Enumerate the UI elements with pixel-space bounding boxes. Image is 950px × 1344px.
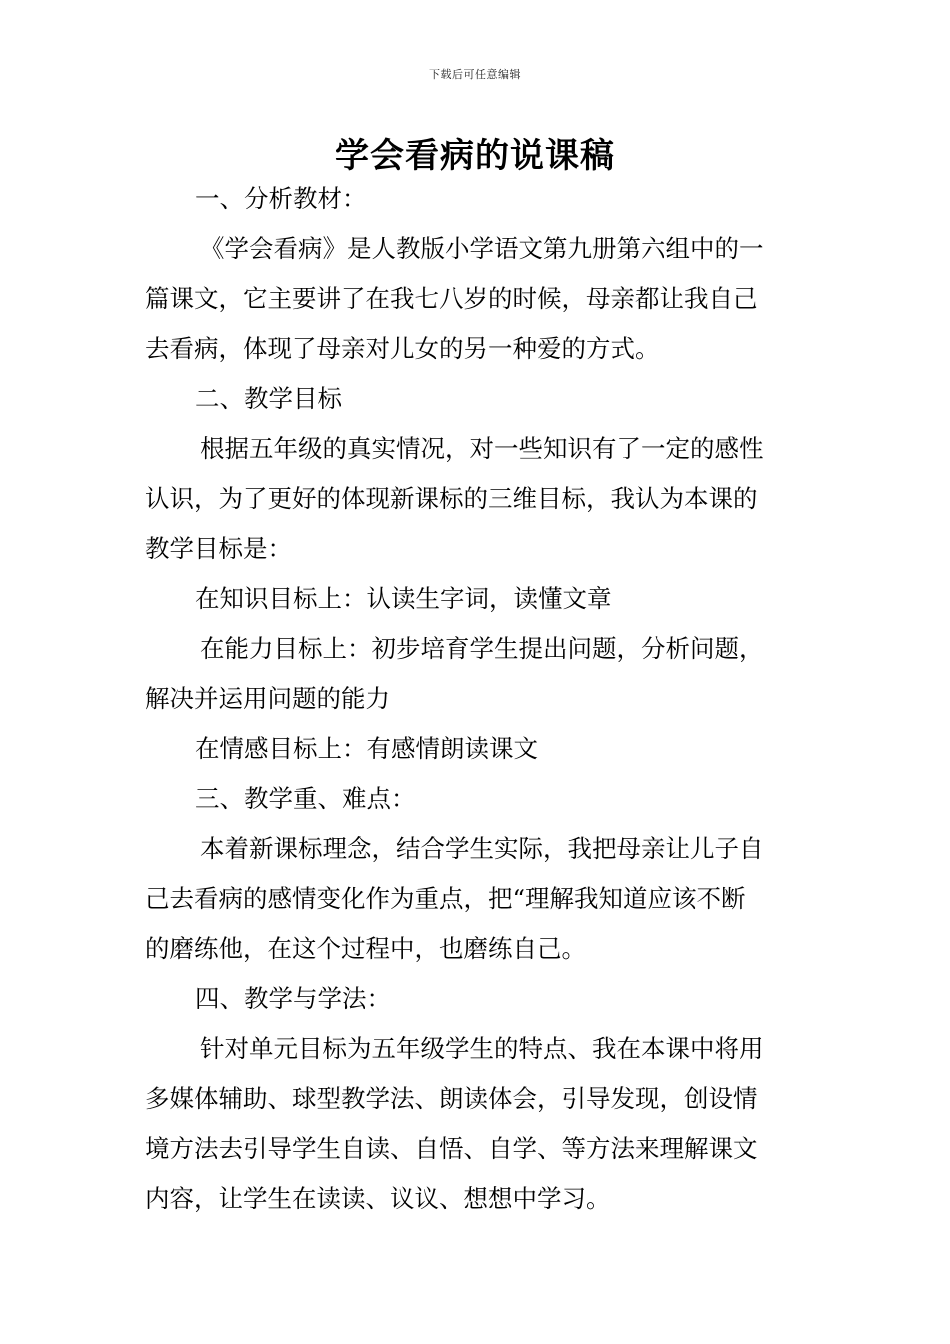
document-title: 学会看病的说课稿 (335, 136, 615, 176)
section-heading-key-points: 三、教学重、难点： (195, 784, 416, 813)
paragraph-line: 己去看病的感情变化作为重点，把“理解我知道应该不断 (145, 884, 746, 913)
paragraph-line: 内容，让学生在读读、议议、想想中学习。 (145, 1184, 611, 1213)
paragraph-line: 去看病，体现了母亲对儿女的另一种爱的方式。 (145, 334, 660, 363)
paragraph-line: 解决并运用问题的能力 (145, 684, 390, 713)
paragraph-line: 本着新课标理念，结合学生实际，我把母亲让儿子自 (200, 834, 764, 863)
paragraph-line: 《学会看病》是人教版小学语文第九册第六组中的一 (200, 234, 764, 263)
paragraph-line: 篇课文，它主要讲了在我七八岁的时候，母亲都让我自己 (145, 284, 758, 313)
paragraph-line: 针对单元目标为五年级学生的特点、我在本课中将用 (200, 1034, 764, 1063)
paragraph-line: 教学目标是： (145, 534, 292, 563)
section-heading-analysis: 一、分析教材： (195, 184, 367, 213)
section-heading-methods: 四、教学与学法： (195, 984, 391, 1013)
paragraph-line: 多媒体辅助、球型教学法、朗读体会，引导发现，创设情 (145, 1084, 758, 1113)
goal-ability-line: 在能力目标上：初步培育学生提出问题，分析问题， (200, 634, 764, 663)
goal-emotion-line: 在情感目标上：有感情朗读课文 (195, 734, 538, 763)
paragraph-line: 境方法去引导学生自读、自悟、自学、等方法来理解课文 (145, 1134, 758, 1163)
paragraph-line: 认识，为了更好的体现新课标的三维目标，我认为本课的 (145, 484, 758, 513)
paragraph-line: 根据五年级的真实情况，对一些知识有了一定的感性 (200, 434, 764, 463)
paragraph-line: 的磨练他，在这个过程中，也磨练自己。 (145, 934, 586, 963)
document-body (145, 174, 810, 1224)
header-note: 下载后可任意编辑 (429, 68, 521, 81)
section-heading-goals: 二、教学目标 (195, 384, 342, 413)
goal-knowledge-line: 在知识目标上：认读生字词，读懂文章 (195, 584, 612, 613)
